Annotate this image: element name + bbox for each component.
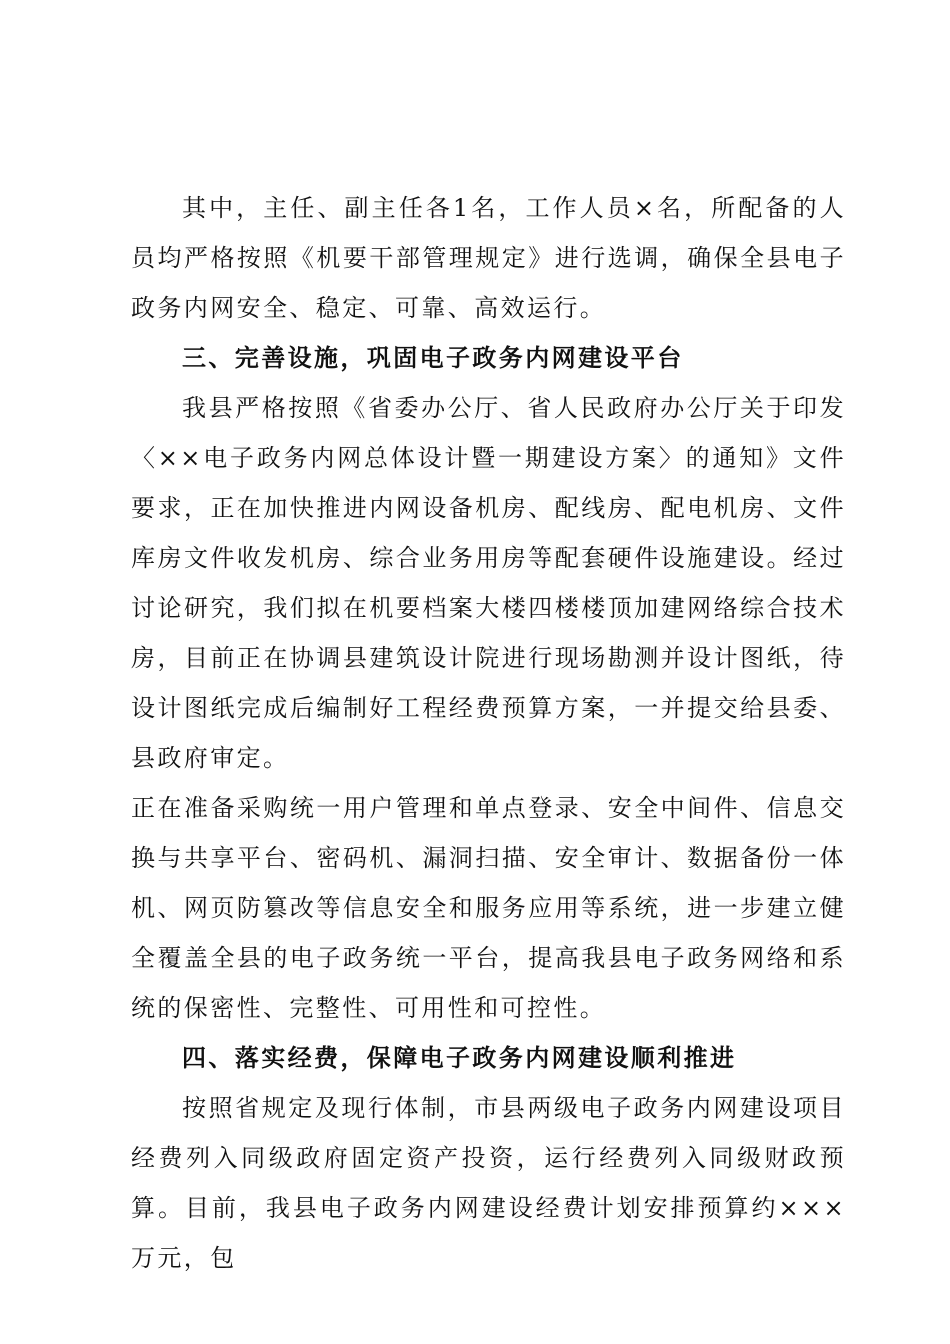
paragraph-staffing: 其中，主任、副主任各1名，工作人员×名，所配备的人员均严格按照《机要干部管理规定》进行选调，确保全县电子政务内网安全、稳定、可靠、高效运行。	[131, 194, 846, 322]
paragraph-facilities: 我县严格按照《省委办公厅、省人民政府办公厅关于印发〈××电子政务内网总体设计暨一期建设方案〉的通知》文件要求，正在加快推进内网设备机房、配线房、配电机房、文件库房文件收发机房、综合业务用房等配套硬件设施建设。经过讨论研究，我们拟在机要档案大楼四楼楼顶加建网络综合技术房，目前正在协调县建筑设计院进行现场勘测并设计图纸，待设计图纸完成后编制好工程经费预算方案，一并提交给县委、县政府审定。	[131, 394, 846, 772]
document-body	[131, 183, 846, 1283]
section-heading-3: 三、完善设施，巩固电子政务内网建设平台	[182, 344, 684, 372]
paragraph-funding: 按照省规定及现行体制，市县两级电子政务内网建设项目经费列入同级政府固定资产投资，运行经费列入同级财政预算。目前，我县电子政务内网建设经费计划安排预算约×××万元，包	[131, 1094, 846, 1272]
section-heading-4: 四、落实经费，保障电子政务内网建设顺利推进	[182, 1044, 737, 1072]
paragraph-procurement: 正在准备采购统一用户管理和单点登录、安全中间件、信息交换与共享平台、密码机、漏洞扫描、安全审计、数据备份一体机、网页防篡改等信息安全和服务应用等系统，进一步建立健全覆盖全县的电子政务统一平台，提高我县电子政务网络和系统的保密性、完整性、可用性和可控性。	[131, 794, 846, 1022]
